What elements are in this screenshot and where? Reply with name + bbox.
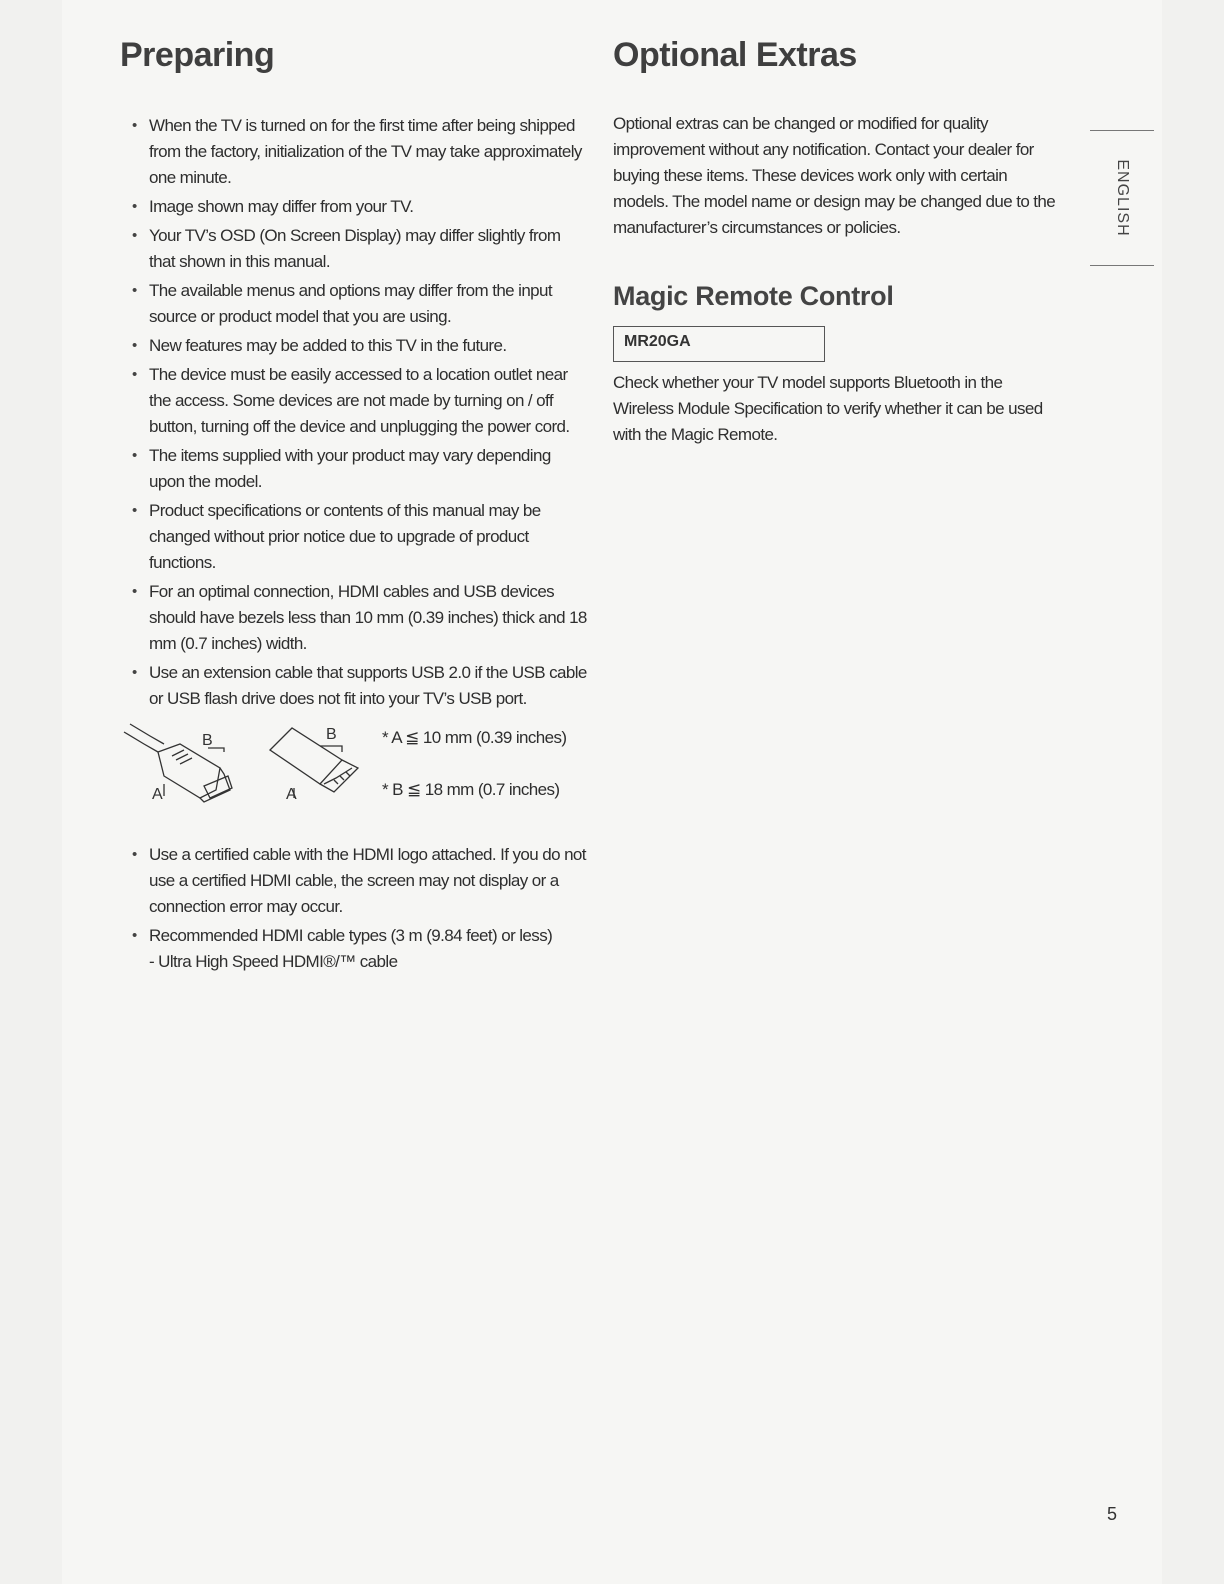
label-b: B xyxy=(326,726,337,743)
preparing-list-continued xyxy=(120,842,590,949)
page-number: 5 xyxy=(1107,1504,1118,1524)
list-item: • Use a certified cable with the HDMI logo attached. If you do not use a certified HDMI cable, the screen may not display or a connection error may occur. xyxy=(120,842,590,920)
magic-remote-title: Magic Remote Control xyxy=(613,281,894,311)
label-a: A xyxy=(152,786,163,803)
list-item: • Use an extension cable that supports USB 2.0 if the USB cable or USB flash drive does not fit into your TV’s USB port. xyxy=(120,660,590,712)
preparing-title: Preparing xyxy=(120,36,275,74)
optional-extras-section xyxy=(613,36,1063,448)
list-item: • The available menus and options may differ from the input source or product model that you are using. xyxy=(120,278,590,330)
list-item: • Your TV’s OSD (On Screen Display) may differ slightly from that shown in this manual. xyxy=(120,223,590,275)
model-badge: MR20GA xyxy=(613,326,825,362)
list-item: • The items supplied with your product may vary depending upon the model. xyxy=(120,443,590,495)
dimension-note-b: * B ≦ 18 mm (0.7 inches) xyxy=(382,780,560,799)
list-item: • New features may be added to this TV in the future. xyxy=(120,333,590,359)
language-tab xyxy=(1090,130,1154,266)
label-a: A xyxy=(286,786,297,803)
list-item: • Product specifications or contents of this manual may be changed without prior notice due to upgrade of product functions. xyxy=(120,498,590,576)
usb-dimension-figure xyxy=(120,722,590,822)
preparing-list xyxy=(120,113,590,712)
dimension-note-a: * A ≦ 10 mm (0.39 inches) xyxy=(382,728,567,747)
list-item: • For an optimal connection, HDMI cables and USB devices should have bezels less than 10 mm (0.39 inches) thick and 18 mm (0.7 inches) width. xyxy=(120,579,590,657)
magic-remote-text: Check whether your TV model supports Bluetooth in the Wireless Module Specification to verify whether it can be used with the Magic Remote. xyxy=(613,373,1043,444)
list-item: • Image shown may differ from your TV. xyxy=(120,194,590,220)
optional-extras-title: Optional Extras xyxy=(613,36,857,74)
preparing-section xyxy=(120,36,590,975)
label-b: B xyxy=(202,732,213,749)
sub-list-item: - Ultra High Speed HDMI®/™ cable xyxy=(149,952,398,971)
optional-extras-text: Optional extras can be changed or modified for quality improvement without any notification. Contact your dealer for buying these items. These devices work only with certain models. The model name or design may be changed due to the manufacturer’s circumstances or policies. xyxy=(613,114,1056,237)
list-item: • Recommended HDMI cable types (3 m (9.84 feet) or less) xyxy=(120,923,590,949)
language-label: ENGLISH xyxy=(1114,159,1131,237)
list-item: • The device must be easily accessed to a location outlet near the access. Some devices are not made by turning on / off button, turning off the device and unplugging the power cord. xyxy=(120,362,590,440)
list-item: • When the TV is turned on for the first time after being shipped from the factory, initialization of the TV may take approximately one minute. xyxy=(120,113,590,191)
